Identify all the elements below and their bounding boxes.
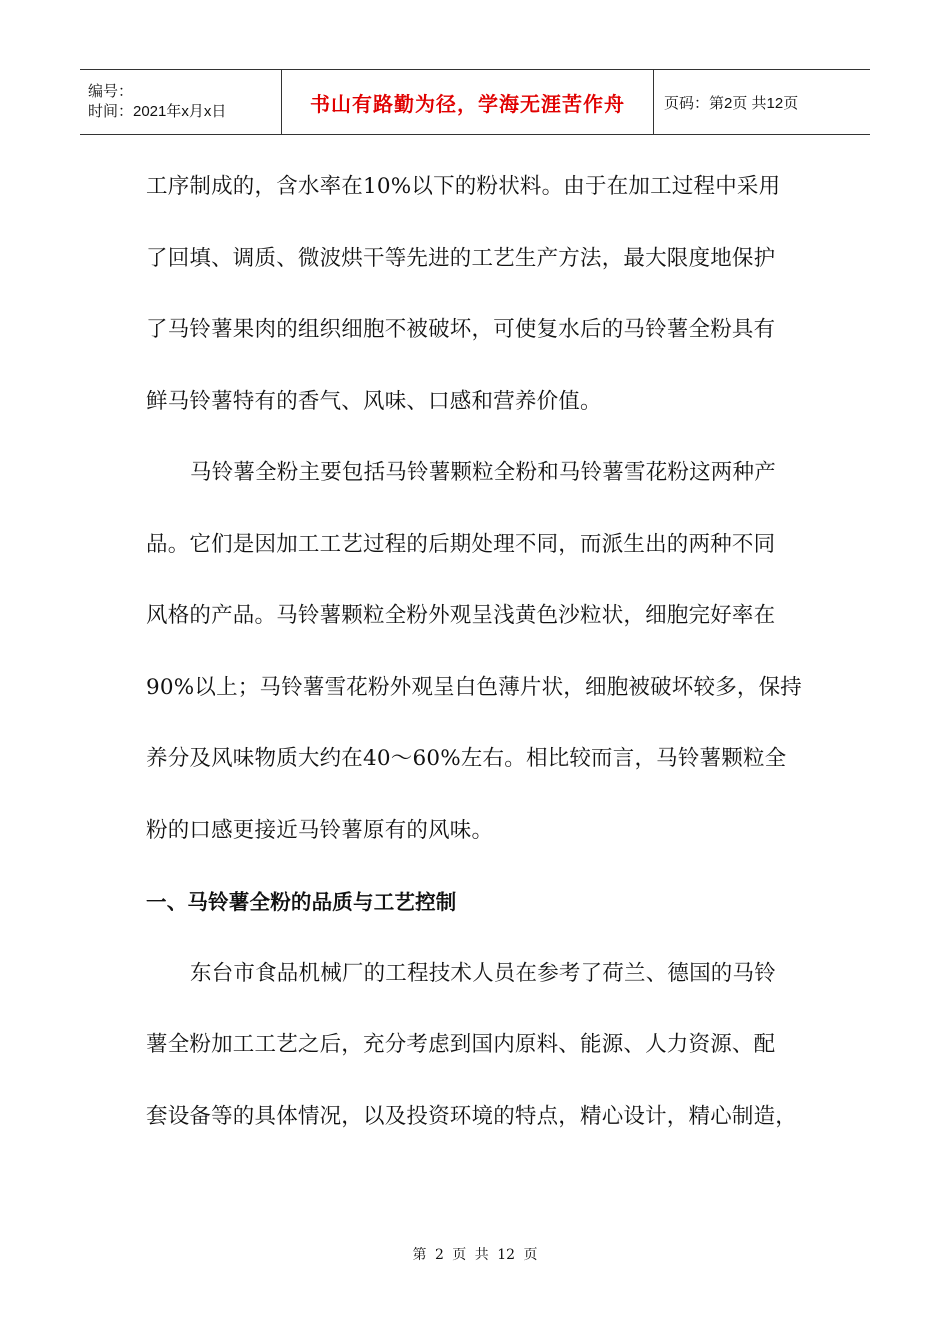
header-motto-cell (282, 70, 654, 134)
body-text-line: 了回填、调质、微波烘干等先进的工艺生产方法，最大限度地保护 (146, 245, 776, 271)
body-text-line: 东台市食品机械厂的工程技术人员在参考了荷兰、德国的马铃 (190, 960, 776, 986)
document-number-label: 编号： (88, 83, 134, 100)
section-heading: 一、马铃薯全粉的品质与工艺控制 (146, 890, 457, 914)
footer-page-number: 第 2 页 共 12 页 (412, 1247, 538, 1263)
header-meta (80, 70, 282, 134)
body-text-line: 养分及风味物质大约在40～60%左右。相比较而言，马铃薯颗粒全 (146, 746, 787, 771)
body-text-line: 90%以上；马铃薯雪花粉外观呈白色薄片状，细胞被破坏较多，保持 (146, 674, 802, 700)
body-text-line: 了马铃薯果肉的组织细胞不被破坏，可使复水后的马铃薯全粉具有 (146, 317, 776, 342)
body-text-line: 马铃薯全粉主要包括马铃薯颗粒全粉和马铃薯雪花粉这两种产 (190, 460, 776, 485)
body-text-line: 工序制成的，含水率在10%以下的粉状料。由于在加工过程中采用 (146, 174, 781, 199)
page-header (80, 69, 870, 135)
body-text-line: 套设备等的具体情况，以及投资环境的特点，精心设计，精心制造， (146, 1103, 798, 1129)
body-text-line: 风格的产品。马铃薯颗粒全粉外观呈浅黄色沙粒状，细胞完好率在 (146, 603, 776, 628)
document-date-label: 时间：2021年x月x日 (88, 103, 227, 120)
body-text-line: 薯全粉加工工艺之后，充分考虑到国内原料、能源、人力资源、配 (146, 1032, 776, 1057)
body-text-line: 鲜马铃薯特有的香气、风味、口感和营养价值。 (146, 388, 602, 414)
header-motto: 书山有路勤为径，学海无涯苦作舟 (310, 91, 625, 116)
header-page-cell (654, 70, 870, 134)
document-body (146, 158, 812, 1159)
body-text-line: 品。它们是因加工工艺过程的后期处理不同，而派生出的两种不同 (146, 531, 776, 557)
page-footer (0, 1244, 950, 1264)
body-text-line: 粉的口感更接近马铃薯原有的风味。 (146, 817, 494, 843)
header-page-info: 页码：第2页 共12页 (664, 94, 799, 112)
